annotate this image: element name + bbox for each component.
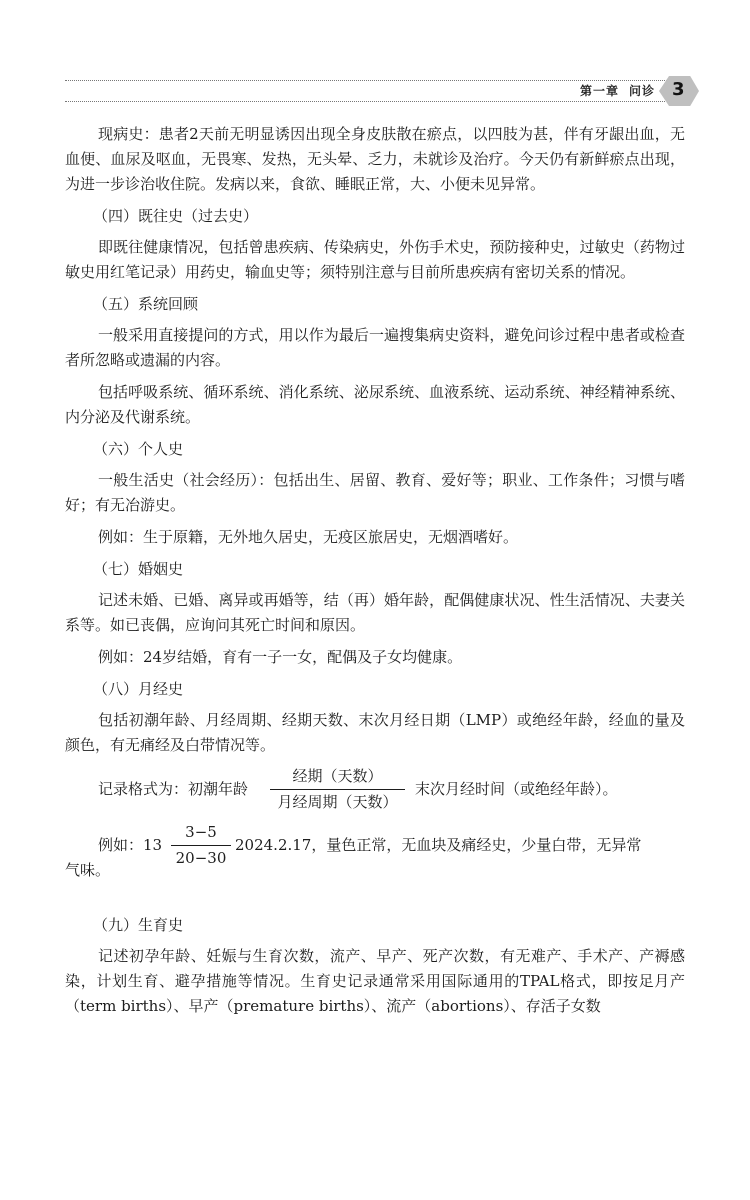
- formula-lead: 记录格式为：初潮年龄: [98, 780, 249, 798]
- menstrual-history-paragraph: 包括初潮年龄、月经周期、经期天数、末次月经日期（LMP）或绝经年龄，经血的量及颜色，有无痛经及白带情况等。: [65, 711, 685, 754]
- system-review-paragraph-2: 包括呼吸系统、循环系统、消化系统、泌尿系统、血液系统、运动系统、神经精神系统、内分泌及代谢系统。: [65, 383, 685, 426]
- formula-fraction: [270, 765, 405, 814]
- system-review-paragraph-1: 一般采用直接提问的方式，用以作为最后一遍搜集病史资料，避免问诊过程中患者或检查者所忽略或遗漏的内容。: [65, 326, 685, 369]
- example-continuation: 气味。: [65, 861, 111, 879]
- formula-tail: 末次月经时间（或绝经年龄）。: [415, 780, 618, 798]
- section-heading-reproductive-history: （九）生育史: [93, 916, 184, 934]
- present-illness-paragraph: 现病史：患者2天前无明显诱因出现全身皮肤散在瘀点，以四肢为甚，伴有牙龈出血，无血便、血尿及呕血，无畏寒、发热，无头晕、乏力，未就诊及治疗。今天仍有新鲜瘀点出现，为进一步诊治收住院。发病以来，食欲、睡眠正常，大、小便未见异常。: [65, 125, 685, 193]
- header-rule-bottom: [65, 101, 665, 102]
- header-rule-top: [65, 80, 685, 81]
- reproductive-history-paragraph: 记述初孕年龄、妊娠与生育次数，流产、早产、死产次数，有无难产、手术产、产褥感染，计划生育、避孕措施等情况。生育史记录通常采用国际通用的TPAL格式，即按足月产（term births）、早产（premature births）、流产（abortions）、存活子女数: [65, 947, 685, 1015]
- example-denominator: 20−30: [175, 849, 227, 867]
- section-heading-marital-history: （七）婚姻史: [93, 560, 184, 578]
- example-tail: 2024.2.17，量色正常，无血块及痛经史，少量白带，无异常: [235, 836, 642, 854]
- formula-denominator: 月经周期（天数）: [277, 793, 398, 811]
- running-head: [580, 82, 655, 99]
- section-heading-menstrual-history: （八）月经史: [93, 680, 184, 698]
- example-numerator: 3−5: [171, 821, 231, 846]
- example-lead: 例如：13: [98, 836, 163, 854]
- marital-history-paragraph: 记述未婚、已婚、离异或再婚等，结（再）婚年龄，配偶健康状况、性生活情况、夫妻关系等。如已丧偶，应询问其死亡时间和原因。: [65, 591, 685, 634]
- section-heading-personal-history: （六）个人史: [93, 440, 184, 458]
- personal-history-example: 例如：生于原籍，无外地久居史，无疫区旅居史，无烟酒嗜好。: [98, 528, 519, 546]
- personal-history-paragraph: 一般生活史（社会经历）：包括出生、居留、教育、爱好等；职业、工作条件；习惯与嗜好；有无冶游史。: [65, 471, 685, 514]
- section-heading-past-history: （四）既往史（过去史）: [93, 207, 259, 225]
- example-fraction: [171, 821, 231, 870]
- chapter-label: 第一章: [579, 84, 619, 98]
- past-history-paragraph: 即既往健康情况，包括曾患疾病、传染病史，外伤手术史，预防接种史，过敏史（药物过敏史用红笔记录）用药史，输血史等；须特别注意与目前所患疾病有密切关系的情况。: [65, 238, 685, 281]
- page-body: [65, 122, 685, 1026]
- section-label: 问诊: [628, 84, 655, 98]
- section-heading-system-review: （五）系统回顾: [93, 295, 199, 313]
- marital-history-example: 例如：24岁结婚，育有一子一女，配偶及子女均健康。: [98, 648, 463, 666]
- formula-numerator: 经期（天数）: [270, 765, 405, 790]
- page-number: 3: [672, 79, 685, 100]
- menstrual-example-formula: [65, 819, 685, 895]
- menstrual-format-formula: [65, 765, 685, 813]
